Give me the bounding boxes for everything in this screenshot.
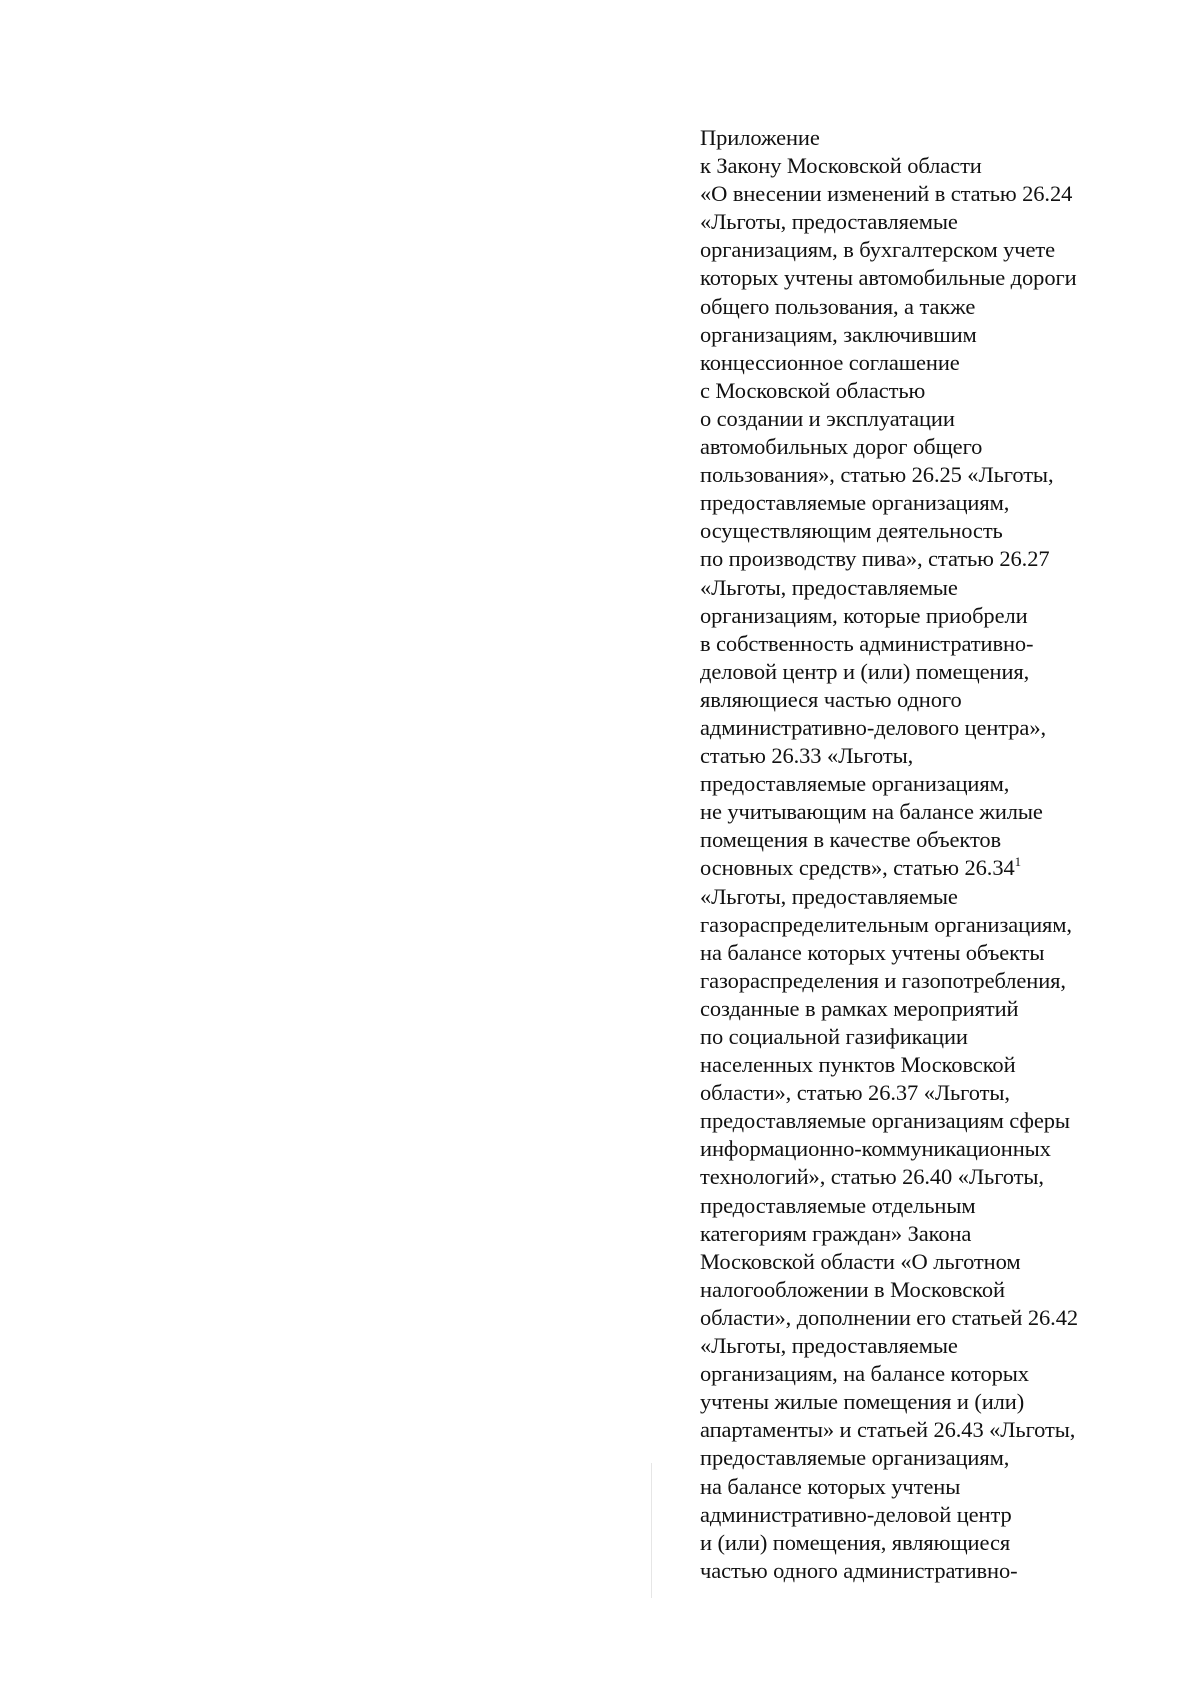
- annex-text-line: [700, 264, 1170, 292]
- annex-text-line-content: категориям граждан» Закона: [700, 1220, 972, 1246]
- annex-text-line: [700, 1276, 1170, 1304]
- annex-text-line: [700, 658, 1170, 686]
- annex-text-line-content: административно-деловой центр: [700, 1501, 1012, 1527]
- annex-text-line-content: в собственность административно-: [700, 630, 1034, 656]
- annex-text-line-content: населенных пунктов Московской: [700, 1052, 1016, 1078]
- annex-text-line: [700, 602, 1170, 630]
- annex-text-line: [700, 293, 1170, 321]
- annex-text-line-content: являющиеся частью одного: [700, 686, 962, 712]
- annex-text-line-content: «Льготы, предоставляемые: [700, 574, 958, 600]
- annex-text-line: [700, 1079, 1170, 1107]
- annex-text-line: [700, 1529, 1170, 1557]
- annex-text-line-content: апартаменты» и статьей 26.43 «Льготы,: [700, 1417, 1076, 1443]
- annex-text-line-content: «Льготы, предоставляемые: [700, 1333, 958, 1359]
- annex-text-line: [700, 686, 1170, 714]
- annex-text-line-content: на балансе которых учтены: [700, 1473, 961, 1499]
- annex-text-line-content: предоставляемые организациям,: [700, 771, 1010, 797]
- annex-text-line-content: организациям, заключившим: [700, 321, 977, 347]
- annex-text-line-content: предоставляемые организациям,: [700, 1445, 1010, 1471]
- annex-text-line: [700, 1023, 1170, 1051]
- annex-text-line-content: и (или) помещения, являющиеся: [700, 1529, 1011, 1555]
- annex-text-line: [700, 798, 1170, 826]
- annex-text-line-content: организациям, которые приобрели: [700, 602, 1028, 628]
- annex-text-line-content: Московской области «О льготном: [700, 1248, 1021, 1274]
- annex-text-line: [700, 349, 1170, 377]
- annex-text-line-content: «Льготы, предоставляемые: [700, 209, 958, 235]
- annex-text-line: [700, 377, 1170, 405]
- annex-text-lines: [700, 152, 1170, 1585]
- annex-text-line: [700, 405, 1170, 433]
- annex-text-line: [700, 1051, 1170, 1079]
- annex-header-block: [700, 124, 1170, 1585]
- annex-heading: Приложение: [700, 125, 820, 150]
- annex-text-line: [700, 1220, 1170, 1248]
- annex-text-line: [700, 180, 1170, 208]
- annex-text-line: [700, 967, 1170, 995]
- annex-text-line-content: по производству пива», статью 26.27: [700, 546, 1050, 572]
- annex-text-line: [700, 1107, 1170, 1135]
- annex-text-line: [700, 1135, 1170, 1163]
- annex-text-line-content: по социальной газификации: [700, 1024, 968, 1049]
- annex-text-line-content: области», дополнении его статьей 26.42: [700, 1304, 1079, 1330]
- annex-text-line: [700, 152, 1170, 180]
- annex-text-line-content: статью 26.33 «Льготы,: [700, 743, 914, 769]
- annex-text-line: [700, 1444, 1170, 1472]
- annex-text-line: [700, 461, 1170, 489]
- annex-text-line: [700, 911, 1170, 939]
- annex-text-line: [700, 489, 1170, 517]
- annex-text-line: [700, 1557, 1170, 1585]
- annex-text-line-content: учтены жилые помещения и (или): [700, 1389, 1025, 1415]
- annex-text-line-content: предоставляемые отдельным: [700, 1192, 976, 1218]
- annex-text-line-content: автомобильных дорог общего: [700, 434, 983, 460]
- annex-text-line: [700, 1360, 1170, 1388]
- annex-text-line: [700, 1388, 1170, 1416]
- annex-text-line-content: деловой центр и (или) помещения,: [700, 658, 1030, 684]
- annex-text-line-content: созданные в рамках мероприятий: [700, 995, 1019, 1021]
- annex-text-line: [700, 826, 1170, 854]
- annex-text-line: [700, 854, 1170, 882]
- annex-text-line-content: предоставляемые организациям,: [700, 490, 1010, 516]
- annex-text-line: [700, 208, 1170, 236]
- annex-text-line-content: «О внесении изменений в статью 26.24: [700, 181, 1073, 207]
- annex-text-line-content: с Московской областью: [700, 377, 926, 403]
- annex-text-line-content: информационно-коммуникационных: [700, 1136, 1051, 1162]
- annex-text-line-content: предоставляемые организациям сферы: [700, 1108, 1070, 1134]
- annex-text-line: [700, 321, 1170, 349]
- annex-text-line: [700, 574, 1170, 602]
- annex-text-line-content: о создании и эксплуатации: [700, 405, 955, 431]
- annex-text-line: [700, 545, 1170, 573]
- annex-text-line-content: не учитывающим на балансе жилые: [700, 799, 1043, 825]
- annex-text-line-content: осуществляющим деятельность: [700, 518, 1003, 544]
- annex-text-line: [700, 939, 1170, 967]
- annex-text-line: [700, 995, 1170, 1023]
- annex-text-line-content: газораспределения и газопотребления,: [700, 967, 1066, 993]
- annex-text-line: [700, 433, 1170, 461]
- annex-text-line: [700, 770, 1170, 798]
- annex-text-line: [700, 1501, 1170, 1529]
- annex-text-line: [700, 630, 1170, 658]
- annex-text-line: [700, 517, 1170, 545]
- annex-text-line-content: налогообложении в Московской: [700, 1276, 1005, 1302]
- annex-text-line-content: к Закону Московской области: [700, 153, 982, 179]
- annex-text-line: [700, 1163, 1170, 1191]
- superscript-index: 1: [1014, 854, 1022, 870]
- annex-text-line-content: «Льготы, предоставляемые: [700, 883, 958, 909]
- scan-artifact-line: [651, 1463, 652, 1598]
- annex-text-line: [700, 883, 1170, 911]
- annex-text-line-content: концессионное соглашение: [700, 349, 960, 375]
- annex-text-line: [700, 1248, 1170, 1276]
- annex-text-line-content: частью одного административно-: [700, 1557, 1018, 1583]
- annex-text-line-content: области», статью 26.37 «Льготы,: [700, 1080, 1010, 1106]
- annex-text-line-content: общего пользования, а также: [700, 293, 976, 319]
- annex-text-line: [700, 1416, 1170, 1444]
- annex-text-line: [700, 742, 1170, 770]
- annex-text-line-content: на балансе которых учтены объекты: [700, 939, 1045, 965]
- annex-text-line: [700, 1192, 1170, 1220]
- annex-text-line-content: организациям, на балансе которых: [700, 1361, 1029, 1387]
- annex-text-line-content: основных средств», статью 26.34: [700, 855, 1015, 881]
- annex-text-line: [700, 1332, 1170, 1360]
- annex-text-line-content: административно-делового центра»,: [700, 714, 1046, 740]
- annex-text-line: [700, 1473, 1170, 1501]
- annex-text-line-content: пользования», статью 26.25 «Льготы,: [700, 462, 1054, 488]
- annex-text-line-content: которых учтены автомобильные дороги: [700, 265, 1077, 291]
- annex-text-line-content: газораспределительным организациям,: [700, 911, 1072, 937]
- annex-text-line: [700, 714, 1170, 742]
- annex-text-line: [700, 236, 1170, 264]
- annex-text-line-content: организациям, в бухгалтерском учете: [700, 237, 1055, 263]
- annex-text-line: [700, 1304, 1170, 1332]
- annex-text-line-content: помещения в качестве объектов: [700, 827, 1002, 853]
- annex-text-line-content: технологий», статью 26.40 «Льготы,: [700, 1164, 1044, 1190]
